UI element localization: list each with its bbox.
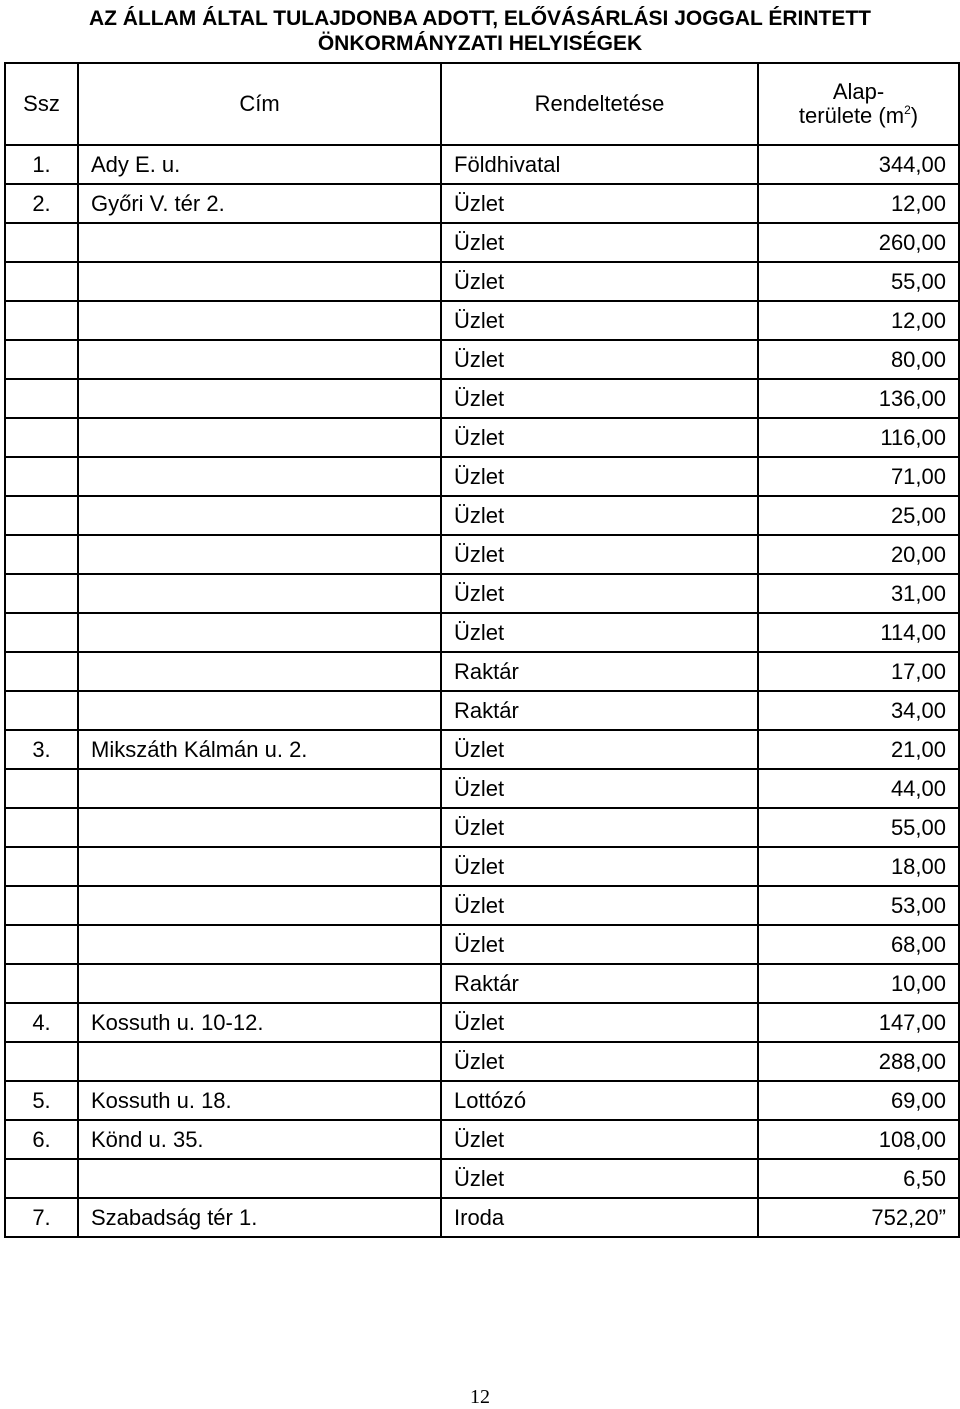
cell-cim [78, 1159, 441, 1198]
cell-alapterulet: 752,20” [758, 1198, 959, 1237]
table-row [5, 1120, 959, 1159]
cell-alapterulet: 55,00 [758, 808, 959, 847]
cell-rendeltetese: Iroda [441, 1198, 758, 1237]
cell-cim [78, 691, 441, 730]
cell-ssz [5, 262, 78, 301]
cell-cim: Mikszáth Kálmán u. 2. [78, 730, 441, 769]
table-row [5, 730, 959, 769]
table-row [5, 613, 959, 652]
cell-cim [78, 379, 441, 418]
cell-alapterulet: 12,00 [758, 184, 959, 223]
table-row [5, 1159, 959, 1198]
cell-ssz [5, 418, 78, 457]
cell-ssz [5, 847, 78, 886]
cell-ssz [5, 301, 78, 340]
cell-rendeltetese: Üzlet [441, 925, 758, 964]
cell-alapterulet: 55,00 [758, 262, 959, 301]
cell-rendeltetese: Üzlet [441, 379, 758, 418]
table-body [5, 145, 959, 1237]
cell-rendeltetese: Üzlet [441, 1159, 758, 1198]
table-row [5, 652, 959, 691]
table-row [5, 1198, 959, 1237]
cell-alapterulet: 34,00 [758, 691, 959, 730]
table-row [5, 1003, 959, 1042]
cell-rendeltetese: Üzlet [441, 184, 758, 223]
cell-rendeltetese: Lottózó [441, 1081, 758, 1120]
table-row [5, 457, 959, 496]
table-row [5, 1042, 959, 1081]
cell-ssz [5, 340, 78, 379]
cell-ssz [5, 808, 78, 847]
cell-rendeltetese: Üzlet [441, 847, 758, 886]
cell-alapterulet: 20,00 [758, 535, 959, 574]
cell-ssz: 3. [5, 730, 78, 769]
table-row [5, 379, 959, 418]
table-row [5, 184, 959, 223]
table-row [5, 574, 959, 613]
cell-alapterulet: 10,00 [758, 964, 959, 1003]
cell-rendeltetese: Üzlet [441, 223, 758, 262]
cell-alapterulet: 80,00 [758, 340, 959, 379]
cell-cim [78, 808, 441, 847]
cell-rendeltetese: Üzlet [441, 886, 758, 925]
cell-alapterulet: 69,00 [758, 1081, 959, 1120]
cell-rendeltetese: Üzlet [441, 496, 758, 535]
cell-ssz: 7. [5, 1198, 78, 1237]
table-row [5, 1081, 959, 1120]
cell-cim: Győri V. tér 2. [78, 184, 441, 223]
cell-ssz [5, 886, 78, 925]
cell-ssz: 4. [5, 1003, 78, 1042]
cell-rendeltetese: Üzlet [441, 1042, 758, 1081]
cell-alapterulet: 260,00 [758, 223, 959, 262]
cell-rendeltetese: Üzlet [441, 1003, 758, 1042]
cell-cim [78, 847, 441, 886]
cell-rendeltetese: Üzlet [441, 1120, 758, 1159]
cell-ssz [5, 574, 78, 613]
cell-cim [78, 769, 441, 808]
table-row [5, 847, 959, 886]
cell-alapterulet: 18,00 [758, 847, 959, 886]
cell-alapterulet: 21,00 [758, 730, 959, 769]
cell-alapterulet: 44,00 [758, 769, 959, 808]
page-number: 12 [470, 1386, 490, 1408]
cell-ssz [5, 691, 78, 730]
table-row [5, 301, 959, 340]
cell-alapterulet: 136,00 [758, 379, 959, 418]
cell-cim [78, 964, 441, 1003]
cell-alapterulet: 25,00 [758, 496, 959, 535]
header-cim: Cím [78, 63, 441, 145]
cell-rendeltetese: Üzlet [441, 535, 758, 574]
cell-ssz [5, 457, 78, 496]
cell-ssz [5, 925, 78, 964]
table-header-row [5, 63, 959, 145]
cell-cim [78, 262, 441, 301]
table-row [5, 262, 959, 301]
cell-cim [78, 925, 441, 964]
cell-ssz [5, 964, 78, 1003]
table-row [5, 340, 959, 379]
cell-cim [78, 613, 441, 652]
cell-cim [78, 457, 441, 496]
table-row [5, 145, 959, 184]
header-alap-line2b: ) [910, 103, 919, 128]
cell-rendeltetese: Földhivatal [441, 145, 758, 184]
cell-rendeltetese: Üzlet [441, 418, 758, 457]
cell-ssz [5, 496, 78, 535]
table-row [5, 808, 959, 847]
cell-ssz [5, 1042, 78, 1081]
title-line-2: ÖNKORMÁNYZATI HELYISÉGEK [317, 32, 643, 55]
cell-cim [78, 223, 441, 262]
cell-cim [78, 652, 441, 691]
header-alapterulete [758, 63, 959, 145]
header-ssz: Ssz [5, 63, 78, 145]
cell-rendeltetese: Raktár [441, 652, 758, 691]
table-row [5, 418, 959, 457]
cell-ssz [5, 769, 78, 808]
cell-alapterulet: 116,00 [758, 418, 959, 457]
cell-rendeltetese: Üzlet [441, 808, 758, 847]
cell-cim: Kossuth u. 18. [78, 1081, 441, 1120]
cell-alapterulet: 344,00 [758, 145, 959, 184]
cell-rendeltetese: Üzlet [441, 574, 758, 613]
cell-rendeltetese: Üzlet [441, 301, 758, 340]
cell-ssz: 6. [5, 1120, 78, 1159]
premises-table [4, 62, 960, 1238]
document-title [0, 6, 960, 56]
table-row [5, 769, 959, 808]
header-alap-line2a: területe (m [798, 103, 905, 128]
cell-cim: Kossuth u. 10-12. [78, 1003, 441, 1042]
cell-alapterulet: 147,00 [758, 1003, 959, 1042]
cell-rendeltetese: Üzlet [441, 262, 758, 301]
cell-ssz [5, 1159, 78, 1198]
cell-rendeltetese: Raktár [441, 691, 758, 730]
cell-rendeltetese: Üzlet [441, 613, 758, 652]
cell-cim: Szabadság tér 1. [78, 1198, 441, 1237]
cell-rendeltetese: Üzlet [441, 730, 758, 769]
cell-cim [78, 418, 441, 457]
cell-cim [78, 886, 441, 925]
cell-rendeltetese: Üzlet [441, 769, 758, 808]
cell-alapterulet: 68,00 [758, 925, 959, 964]
table-row [5, 223, 959, 262]
cell-ssz [5, 535, 78, 574]
cell-alapterulet: 108,00 [758, 1120, 959, 1159]
cell-ssz: 2. [5, 184, 78, 223]
header-alap-sup: 2 [904, 103, 911, 117]
cell-rendeltetese: Üzlet [441, 457, 758, 496]
cell-ssz [5, 613, 78, 652]
cell-rendeltetese: Raktár [441, 964, 758, 1003]
header-alap-line1: Alap- [832, 79, 885, 104]
table-row [5, 925, 959, 964]
cell-cim [78, 535, 441, 574]
cell-alapterulet: 288,00 [758, 1042, 959, 1081]
cell-ssz [5, 652, 78, 691]
cell-alapterulet: 31,00 [758, 574, 959, 613]
table-row [5, 691, 959, 730]
cell-cim: Ady E. u. [78, 145, 441, 184]
cell-alapterulet: 53,00 [758, 886, 959, 925]
table-row [5, 535, 959, 574]
cell-ssz: 5. [5, 1081, 78, 1120]
header-rendeltetese: Rendeltetése [441, 63, 758, 145]
cell-alapterulet: 17,00 [758, 652, 959, 691]
cell-rendeltetese: Üzlet [441, 340, 758, 379]
cell-cim [78, 496, 441, 535]
cell-cim [78, 301, 441, 340]
table-row [5, 496, 959, 535]
cell-ssz [5, 223, 78, 262]
cell-alapterulet: 114,00 [758, 613, 959, 652]
table-row [5, 886, 959, 925]
cell-cim [78, 1042, 441, 1081]
title-line-1: AZ ÁLLAM ÁLTAL TULAJDONBA ADOTT, ELŐVÁSÁRLÁSI JOGGAL ÉRINTETT [88, 7, 872, 30]
cell-cim [78, 574, 441, 613]
cell-alapterulet: 6,50 [758, 1159, 959, 1198]
cell-alapterulet: 12,00 [758, 301, 959, 340]
cell-alapterulet: 71,00 [758, 457, 959, 496]
table-row [5, 964, 959, 1003]
cell-cim [78, 340, 441, 379]
cell-ssz: 1. [5, 145, 78, 184]
cell-ssz [5, 379, 78, 418]
cell-cim: Könd u. 35. [78, 1120, 441, 1159]
